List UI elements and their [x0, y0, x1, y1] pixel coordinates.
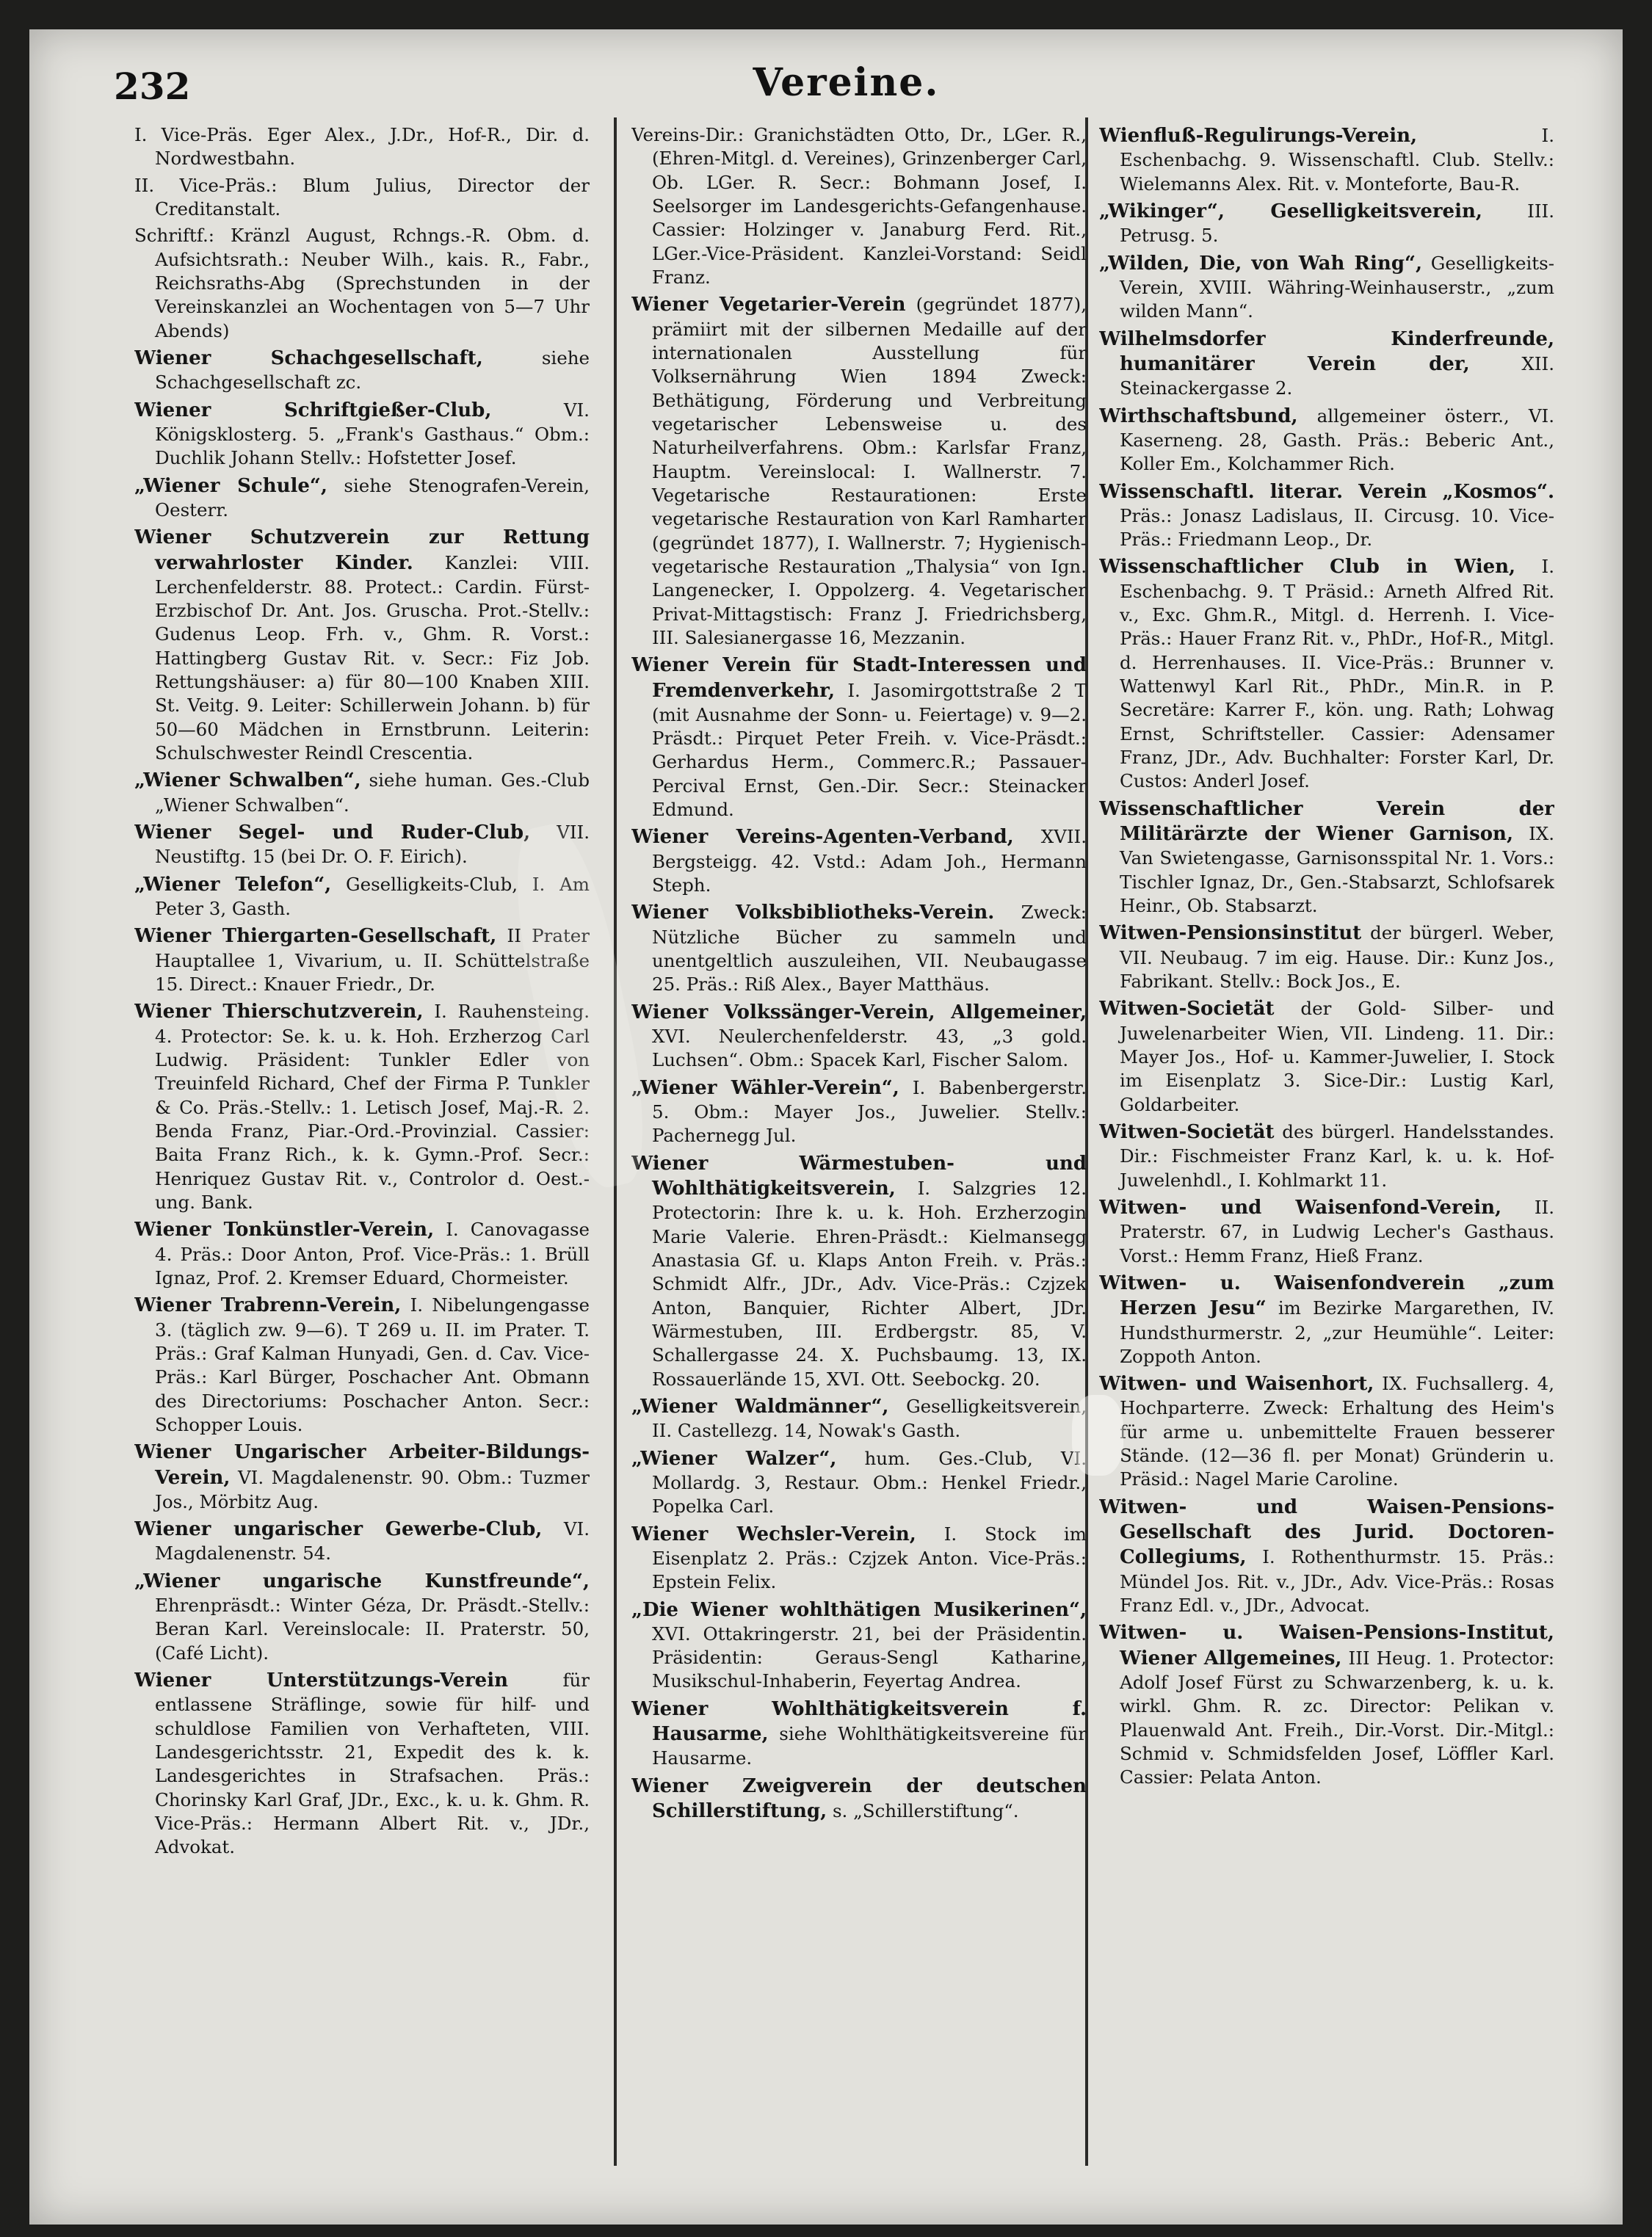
- directory-entry: [1099, 251, 1554, 324]
- entry-text: für entlassene Sträflinge, sowie für hilf- und schuldlose Familien von Verhafteten, VIII. Landesgerichtsstr. 21, Expedit des k. k. Landesgerichtes in Strafsachen. Präs.: Chorinsky Karl Graf, JDr., Exc., k. u. k. Ghm. R. Vice-Präs.: Hermann Albert Rit. v., JDr., Advokat.: [155, 1669, 590, 1858]
- entry-text: der bürgerl. Weber, VII. Neubaug. 7 im eig. Hause. Dir.: Kunz Jos., Fabrikant. Stellv.: Bock Jos., E.: [1120, 922, 1554, 992]
- entry-text: Schriftf.: Kränzl August, Rchngs.-R. Obm. d. Aufsichtsrath.: Neuber Wilh., kais. R., Fabr., Reichsraths-Abg (Sprechstunden in der Vereinskanzlei an Wochentagen von 5—7 Uhr Abends): [134, 225, 590, 341]
- entry-text: im Bezirke Margarethen, IV. Hundsthurmerstr. 2, „zur Heumühle“. Leiter: Zoppoth Anton.: [1120, 1297, 1554, 1367]
- entry-heading: Wiener Schriftgießer-Club,: [134, 399, 492, 421]
- entry-heading: Witwen- und Waisenhort,: [1099, 1373, 1374, 1396]
- directory-entry: [1099, 1195, 1554, 1268]
- entry-heading: Wiener Wärmestuben- und Wohlthätigkeitsverein,: [631, 1152, 1087, 1200]
- directory-entry: [134, 398, 590, 471]
- entry-heading: Wiener Ungarischer Arbeiter-Bildungs-Verein,: [134, 1441, 590, 1489]
- entry-text: I. Salzgries 12. Protectorin: Ihre k. u. k. Hoh. Erzherzogin Marie Valerie. Ehren-Präsdt.: Kielmansegg Anastasia Gf. u. Klaps Anton Freih. v. Präs.: Schmidt Alfr., JDr., Adv. Vice-Präs.: Czjzek Anton, Banquier, Richter Albert, JDr. Wärmestuben, III. Erdbergstr. 85, V. Schallergasse 24. X. Puchsbaumg. 13, IX. Rossauerlände 15, XVI. Ott. Seebockg. 20.: [652, 1177, 1087, 1390]
- entry-text: I. Babenbergerstr. 5. Obm.: Mayer Jos., Juwelier. Stellv.: Pachernegg Jul.: [652, 1076, 1087, 1147]
- entry-heading: Wiener Verein für Stadt-Interessen und Fremdenverkehr,: [631, 654, 1087, 702]
- entry-text: siehe human. Ges.-Club „Wiener Schwalben“.: [155, 769, 590, 816]
- directory-entry: [631, 1598, 1087, 1694]
- entry-text: Geselligkeits-Verein, XVIII. Währing-Weinhauserstr., „zum wilden Mann“.: [1120, 252, 1554, 322]
- entry-heading: „Wiener Schule“,: [134, 474, 327, 497]
- entry-text: Ehrenpräsdt.: Winter Géza, Dr. Präsdt.-Stellv.: Beran Karl. Vereinslocale: II. Praterstr. 50, (Café Licht).: [155, 1595, 590, 1664]
- directory-entry: [134, 346, 590, 395]
- entry-heading: „Wiener ungarische Kunstfreunde“,: [134, 1570, 590, 1592]
- entry-heading: „Die Wiener wohlthätigen Musikerinen“,: [631, 1598, 1087, 1621]
- entry-text: I. Rothenthurmstr. 15. Präs.: Mündel Jos. Rit. v., JDr., Adv. Vice-Präs.: Rosas Franz Edl. v., JDr., Advocat.: [1120, 1546, 1554, 1617]
- book-page: [29, 29, 1623, 2225]
- entry-text: II. Vice-Präs.: Blum Julius, Director der Creditanstalt.: [134, 174, 590, 220]
- directory-entry: [134, 1517, 590, 1566]
- entry-heading: Witwen- u. Waisen-Pensions-Institut, Wiener Allgemeines,: [1099, 1622, 1554, 1669]
- directory-entry: [134, 474, 590, 523]
- directory-entry: [1099, 1371, 1554, 1492]
- entry-text: II. Praterstr. 67, in Ludwig Lecher's Gasthaus. Vorst.: Hemm Franz, Hieß Franz.: [1120, 1196, 1554, 1266]
- entry-heading: „Wiener Schwalben“,: [134, 769, 361, 792]
- entry-heading: Wiener Vereins-Agenten-Verband,: [631, 826, 1014, 849]
- directory-entry: [1099, 1620, 1554, 1789]
- directory-entry: [631, 292, 1087, 650]
- entry-text: Präs.: Jonasz Ladislaus, II. Circusg. 10. Vice-Präs.: Friedmann Leop., Dr.: [1120, 504, 1554, 551]
- column-left: [134, 123, 590, 2179]
- column-middle: [631, 123, 1087, 2179]
- entry-heading: Wiener Volksbibliotheks-Verein.: [631, 902, 995, 924]
- entry-text: I. Rauhensteing. 4. Protector: Se. k. u. k. Hoh. Erzherzog Carl Ludwig. Präsident: Tunkler Edler von Treuinfeld Richard, Chef der Firma P. Tunkler & Co. Präs.-Stellv.: 1. Letisch Josef, Maj.-R. 2. Benda Franz, Piar.-Ord.-Provinzial. Cassier: Baita Franz Rich., k. k. Gymn.-Prof. Secr.: Henriquez Gustav Rit. v., Controlor d. Oest.-ung. Bank.: [155, 1001, 590, 1213]
- entry-text: I. Stock im Eisenplatz 2. Präs.: Czjzek Anton. Vice-Präs.: Epstein Felix.: [652, 1523, 1087, 1593]
- directory-entry: [134, 525, 590, 765]
- entry-text: VI. Königsklosterg. 5. „Frank's Gasthaus.“ Obm.: Duchlik Johann Stellv.: Hofstetter Josef.: [155, 399, 590, 469]
- directory-entry: [134, 1440, 590, 1514]
- entry-text: (gegründet 1877), prämiirt mit der silbernen Medaille auf der internationalen Ausstellung für Volksernährung Wien 1894 Zweck: Bethätigung, Förderung und Verbreitung vegetarischer Lebensweise u. des Naturheilverfahrens. Obm.: Karlsfar Franz, Hauptm. Vereinslocal: I. Wallnerstr. 7. Vegetarische Restaurationen: Erste vegetarische Restauration von Karl Ramharter (gegründet 1877), I. Wallnerstr. 7; Hygienisch-vegetarische Restauration „Thalysia“ von Ign. Langenecker, I. Oppolzerg. 4. Vegetarischer Privat-Mittagstisch: Franz J. Friedrichsberg, III. Salesianergasse 16, Mezzanin.: [652, 294, 1087, 648]
- directory-entry: [134, 1569, 590, 1665]
- directory-entry: [1099, 479, 1554, 552]
- entry-text: I. Nibelungengasse 3. (täglich zw. 9—6). T 269 u. II. im Prater. T. Präs.: Graf Kalman Hunyadi, Gen. d. Cav. Vice-Präs.: Karl Bürger, Poschacher Ant. Obmann des Directoriums: Poschacher Anton. Secr.: Schopper Louis.: [155, 1294, 590, 1435]
- entry-heading: Wiener Schutzverein zur Rettung verwahrloster Kinder.: [134, 526, 590, 574]
- entry-heading: „Wiener Walzer“,: [631, 1447, 837, 1470]
- entry-text: allgemeiner österr., VI. Kaserneng. 28, Gasth. Präs.: Beberic Ant., Koller Em., Kolchammer Rich.: [1120, 405, 1554, 475]
- directory-entry: [631, 1697, 1087, 1771]
- entry-heading: „Wiener Waldmänner“,: [631, 1395, 889, 1418]
- entry-heading: Wiener Segel- und Ruder-Club,: [134, 822, 531, 844]
- directory-entry: [134, 1217, 590, 1290]
- entry-text: Vereins-Dir.: Granichstädten Otto, Dr., LGer. R., (Ehren-Mitgl. d. Vereines), Grinzenberger Carl, Ob. LGer. R. Secr.: Bohmann Josef, I. Seelsorger im Landesgerichts-Gefangenhause. Cassier: Holzinger v. Janaburg Ferd. Rit., LGer.-Vice-Präsident. Kanzlei-Vorstand: Seidl Franz.: [631, 124, 1087, 288]
- entry-heading: Wiener Tonkünstler-Verein,: [134, 1219, 435, 1241]
- entry-heading: „Wiener Wähler-Verein“,: [631, 1076, 899, 1099]
- entry-heading: Wissenschaftlicher Club in Wien,: [1099, 556, 1516, 579]
- entry-heading: Witwen- und Waisen-Pensions-Gesellschaft des Jurid. Doctoren-Collegiums,: [1099, 1495, 1554, 1569]
- entry-heading: Wissenschaftlicher Verein der Militärärzte der Wiener Garnison,: [1099, 797, 1554, 846]
- entry-heading: Wissenschaftl. literar. Verein „Kosmos“.: [1099, 480, 1554, 503]
- directory-entry: [631, 1394, 1087, 1443]
- directory-entry: [1099, 921, 1554, 993]
- directory-entry: [631, 653, 1087, 822]
- directory-entry: [1099, 404, 1554, 476]
- directory-entry: [1099, 1271, 1554, 1368]
- directory-entry: [134, 1668, 590, 1860]
- directory-entry: [631, 900, 1087, 996]
- entry-heading: Wiener Schachgesellschaft,: [134, 347, 483, 369]
- entry-text: siehe Wohlthätigkeitsvereine für Hausarme.: [652, 1723, 1087, 1769]
- entry-heading: „Wilden, Die, von Wah Ring“,: [1099, 252, 1422, 275]
- running-title: Vereine.: [753, 60, 940, 105]
- directory-entry: [134, 123, 590, 171]
- directory-entry: [631, 123, 1087, 289]
- directory-entry: [1099, 123, 1554, 196]
- entry-text: I. Eschenbachg. 9. T Präsid.: Arneth Alfred Rit. v., Exc. Ghm.R., Mitgl. d. Herrenh. I. Vice-Präs.: Hauer Franz Rit. v., PhDr., Hof-R., Mitgl. d. Herrenhauses. II. Vice-Präs.: Brunner v. Wattenwyl Karl Rit., PhDr., Min.R. in P. Secretäre: Karrer F., kön. ung. Rath; Lohwag Ernst, Schriftsteller. Cassier: Adensamer Franz, JDr., Adv. Buchhalter: Forster Karl, Dr. Custos: Anderl Josef.: [1120, 556, 1554, 792]
- directory-entry: [631, 824, 1087, 897]
- entry-heading: Witwen- u. Waisenfondverein „zum Herzen Jesu“: [1099, 1272, 1554, 1320]
- paper-stain-mark: [1072, 1395, 1123, 1476]
- entry-heading: Wirthschaftsbund,: [1099, 405, 1298, 427]
- directory-entry: [631, 1774, 1087, 1824]
- column-right: [1099, 123, 1554, 2179]
- entry-text: hum. Ges.-Club, VI. Mollardg. 3, Restaur. Obm.: Henkel Friedr., Popelka Carl.: [652, 1447, 1087, 1518]
- entry-heading: Wiener Unterstützungs-Verein: [134, 1669, 509, 1692]
- entry-heading: Wiener Zweigverein der deutschen Schillerstiftung,: [631, 1774, 1087, 1823]
- entry-text: XVI. Neulerchenfelderstr. 43, „3 gold. Luchsen“. Obm.: Spacek Karl, Fischer Salom.: [652, 1026, 1087, 1071]
- entry-text: VII. Neustiftg. 15 (bei Dr. O. F. Eirich).: [155, 822, 590, 868]
- entry-text: siehe Stenografen-Verein, Oesterr.: [155, 474, 590, 521]
- entry-text: des bürgerl. Handelsstandes. Dir.: Fischmeister Franz Karl, k. u. k. Hof-Juwelenhdl., I. Kohlmarkt 11.: [1120, 1120, 1554, 1191]
- directory-entry: [631, 1446, 1087, 1519]
- entry-heading: Wilhelmsdorfer Kinderfreunde, humanitärer Verein der,: [1099, 327, 1554, 375]
- page-header: [114, 57, 1579, 123]
- entry-text: siehe Schachgesellschaft zc.: [155, 347, 590, 394]
- entry-heading: „Wiener Telefon“,: [134, 873, 332, 896]
- directory-entry: [134, 999, 590, 1214]
- entry-heading: Wienfluß-Regulirungs-Verein,: [1099, 125, 1418, 147]
- entry-heading: Witwen- und Waisenfond-Verein,: [1099, 1196, 1502, 1219]
- entry-text: Geselligkeits-Club, I. Am Peter 3, Gasth.: [155, 873, 590, 920]
- entry-heading: Wiener ungarischer Gewerbe-Club,: [134, 1518, 543, 1541]
- directory-entry: [134, 768, 590, 817]
- entry-heading: „Wikinger“, Geselligkeitsverein,: [1099, 200, 1482, 222]
- entry-heading: Wiener Wohlthätigkeitsverein f. Hausarme,: [631, 1697, 1087, 1746]
- entry-heading: Wiener Wechsler-Verein,: [631, 1523, 916, 1545]
- entry-text: III Heug. 1. Protector: Adolf Josef Fürst zu Schwarzenberg, k. u. k. wirkl. Ghm. R. zc. Director: Pelikan v. Plauenwald Ant. Freih., Dir.-Vorst. Dir.-Mitgl.: Schmid v. Schmidsfelden Josef, Löffler Karl. Cassier: Pelata Anton.: [1120, 1647, 1554, 1788]
- entry-text: I. Canovagasse 4. Präs.: Door Anton, Prof. Vice-Präs.: 1. Brüll Ignaz, Prof. 2. Kremser Eduard, Chormeister.: [155, 1219, 590, 1288]
- directory-entry: [134, 224, 590, 343]
- directory-entry: [631, 1076, 1087, 1148]
- entry-text: I. Eschenbachg. 9. Wissenschaftl. Club. Stellv.: Wielemanns Alex. Rit. v. Monteforte, Bau-R.: [1120, 125, 1554, 195]
- entry-heading: Wiener Thiergarten-Gesellschaft,: [134, 925, 497, 948]
- entry-text: XVI. Ottakringerstr. 21, bei der Präsidentin. Präsidentin: Geraus-Sengl Katharine, Musikschul-Inhaberin, Feyertag Andrea.: [652, 1623, 1087, 1692]
- entry-heading: Wiener Thierschutzverein,: [134, 1001, 424, 1023]
- entry-heading: Wiener Volkssänger-Verein, Allgemeiner,: [631, 1001, 1087, 1023]
- directory-entry: [1099, 554, 1554, 793]
- entry-text: IX. Van Swietengasse, Garnisonsspital Nr. 1. Vors.: Tischler Ignaz, Dr., Gen.-Stabsarzt, Schlofsarek Heinr., Ob. Stabsarzt.: [1120, 823, 1554, 917]
- entry-text: der Gold- Silber- und Juwelenarbeiter Wien, VII. Lindeng. 11. Dir.: Mayer Jos., Hof- u. Kammer-Juwelier, I. Stock im Eisenplatz 3. Sice-Dir.: Lustig Karl, Goldarbeiter.: [1120, 998, 1554, 1115]
- entry-text: s. „Schillerstiftung“.: [832, 1800, 1019, 1822]
- directory-entry: [1099, 1120, 1554, 1192]
- entry-text: I. Jasomirgottstraße 2 T (mit Ausnahme der Sonn- u. Feiertage) v. 9—2. Präsdt.: Pirquet Peter Freih. v. Vice-Präsdt.: Gerhardus Herm., Commerc.R.; Passauer-Percival Ernst, Gen.-Dir. Secr.: Steinacker Edmund.: [652, 679, 1087, 821]
- directory-entry: [631, 1000, 1087, 1073]
- entry-heading: Witwen-Societät: [1099, 1120, 1275, 1143]
- entry-text: XII. Steinackergasse 2.: [1120, 352, 1554, 399]
- directory-entry: [134, 1293, 590, 1437]
- entry-text: Zweck: Nützliche Bücher zu sammeln und unentgeltlich auszuleihen, VII. Neubaugasse 25. Präs.: Riß Alex., Bayer Matthäus.: [652, 902, 1087, 996]
- entry-text: I. Vice-Präs. Eger Alex., J.Dr., Hof-R., Dir. d. Nordwestbahn.: [134, 124, 590, 170]
- directory-entry: [631, 1151, 1087, 1391]
- entry-text: VI. Magdalenenstr. 54.: [155, 1518, 590, 1565]
- directory-entry: [1099, 199, 1554, 248]
- entry-heading: Witwen-Societät: [1099, 998, 1275, 1020]
- entry-heading: Wiener Vegetarier-Verein: [631, 294, 906, 316]
- entry-text: III. Petrusg. 5.: [1120, 200, 1554, 247]
- entry-heading: Witwen-Pensionsinstitut: [1099, 922, 1362, 945]
- directory-entry: [1099, 1495, 1554, 1618]
- directory-entry: [1099, 996, 1554, 1117]
- entry-text: Geselligkeitsverein, II. Castellezg. 14, Nowak's Gasth.: [652, 1395, 1087, 1442]
- entry-text: IX. Fuchsallerg. 4, Hochparterre. Zweck: Erhaltung des Heim's für arme u. unbemittelte Frauen besserer Stände. (12—36 fl. per Monat) Gründerin u. Präsid.: Nagel Marie Caroline.: [1120, 1373, 1554, 1490]
- directory-entry: [631, 1522, 1087, 1595]
- entry-heading: Wiener Trabrenn-Verein,: [134, 1294, 402, 1317]
- entry-text: Kanzlei: VIII. Lerchenfelderstr. 88. Protect.: Cardin. Fürst-Erzbischof Dr. Ant. Jos. Gruscha. Prot.-Stellv.: Gudenus Leop. Frh. v., Ghm. R. Vorst.: Hattingberg Gustav Rit. v. Secr.: Fiz Job. Rettungshäuser: a) für 80—100 Knaben XIII. St. Veitg. 9. Leiter: Schillerwein Johann. b) für 50—60 Mädchen in Ernstbrunn. Leiterin: Schulschwester Reindl Crescentia.: [155, 551, 590, 764]
- entry-text: II Prater Hauptallee 1, Vivarium, u. II. Schüttelstraße 15. Direct.: Knauer Friedr., Dr.: [155, 925, 590, 996]
- directory-entry: [1099, 797, 1554, 918]
- directory-entry: [134, 174, 590, 222]
- page-number: 232: [114, 65, 191, 108]
- entry-text: XVII. Bergsteigg. 42. Vstd.: Adam Joh., Hermann Steph.: [652, 826, 1087, 896]
- entry-text: VI. Magdalenenstr. 90. Obm.: Tuzmer Jos., Mörbitz Aug.: [155, 1466, 590, 1512]
- directory-entry: [1099, 327, 1554, 401]
